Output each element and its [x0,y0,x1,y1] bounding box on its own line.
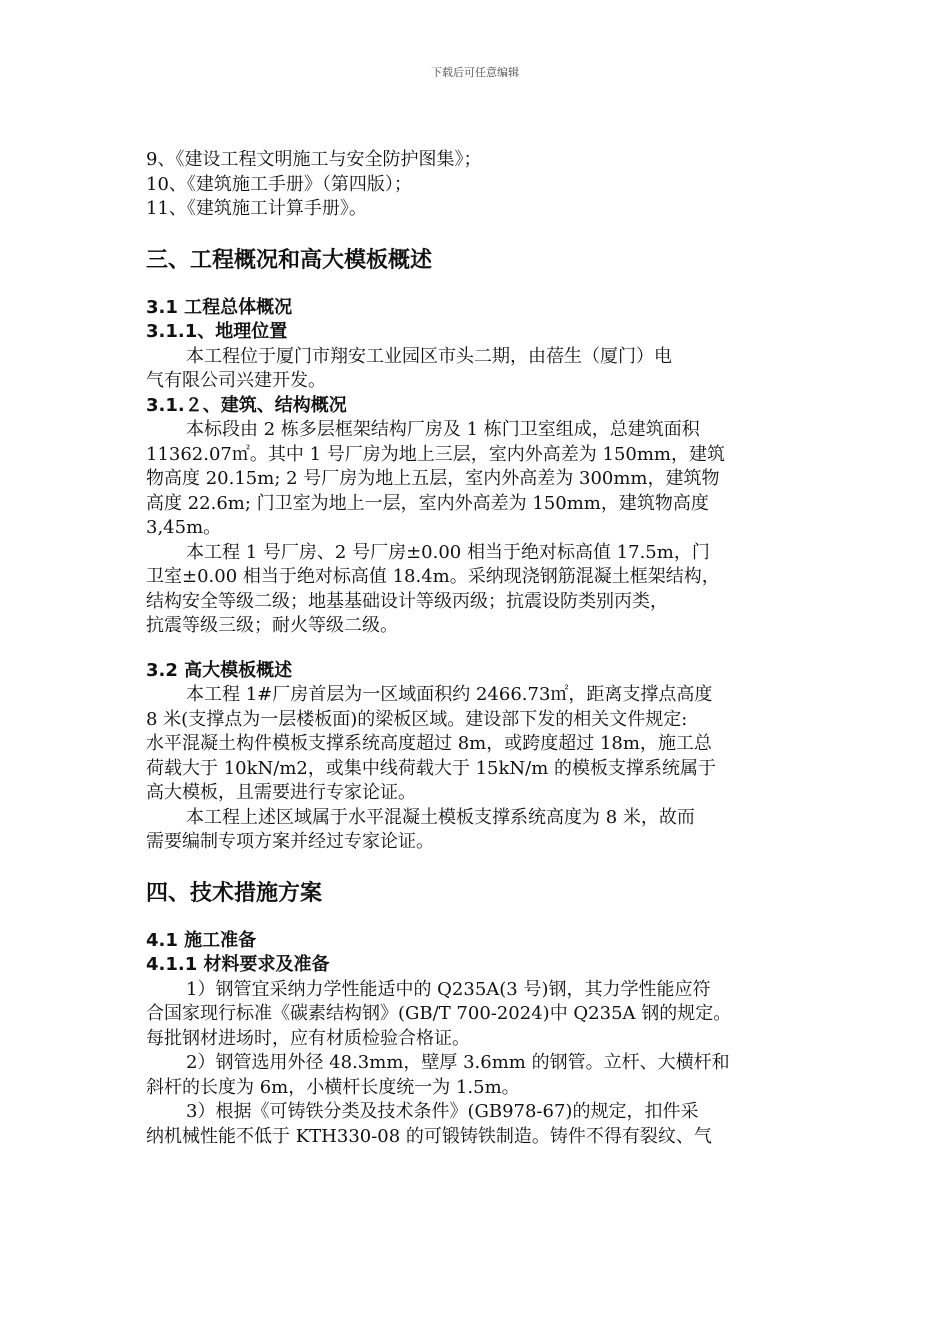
paragraph-line: 纳机械性能不低于 KTH330-08 的可锻铸铁制造。铸件不得有裂纹、气 [146,1125,712,1147]
paragraph-line: 11362.07㎡。其中 1 号厂房为地上三层，室内外高差为 150mm，建筑 [146,443,725,465]
section-3-1-2-title: 3.1.２、建筑、结构概况 [146,394,347,416]
section-4-1-1-title: 4.1.1 材料要求及准备 [146,954,330,975]
section-3-1-title: 3.1 工程总体概况 [146,296,293,318]
paragraph-line: 抗震等级三级；耐火等级二级。 [146,615,398,636]
section-4-title: 四、技术措施方案 [146,880,323,906]
paragraph-line: 荷载大于 10kN/m2，或集中线荷载大于 15kN/m 的模板支撑系统属于 [146,757,717,779]
paragraph-line: 物高度 20.15m; 2 号厂房为地上五层，室内外高差为 300mm，建筑物 [146,468,720,489]
paragraph-line: 斜杆的长度为 6m，小横杆长度统一为 1.5m。 [146,1076,520,1098]
paragraph-line: 本工程位于厦门市翔安工业园区市头二期，由蓓生（厦门）电 [186,345,672,367]
paragraph-line: 需要编制专项方案并经过专家论证。 [146,831,434,852]
paragraph-line: 1）钢管宜采纳力学性能适中的 Q235A(3 号)钢，其力学性能应符 [186,978,711,1000]
paragraph-line: 高度 22.6m; 门卫室为地上一层，室内外高差为 150mm，建筑物高度 [146,492,709,514]
paragraph-line: 本工程上述区域属于水平混凝土模板支撑系统高度为 8 米，故而 [186,806,695,828]
paragraph-line: 每批钢材进场时，应有材质检验合格证。 [146,1027,470,1049]
paragraph-line: 气有限公司兴建开发。 [146,370,326,391]
reference-item: 11、《建筑施工计算手册》。 [146,198,367,219]
reference-item: 10、《建筑施工手册》（第四版）； [146,173,412,195]
paragraph-line: 2）钢管选用外径 48.3mm，壁厚 3.6mm 的钢管。立杆、大横杆和 [186,1052,730,1073]
document-body [146,148,826,1149]
section-3-2-title: 3.2 高大模板概述 [146,659,293,681]
page-header: 下载后可任意编辑 [431,66,519,79]
paragraph-line: 卫室±0.00 相当于绝对标高值 18.4m。采纳现浇钢筋混凝土框架结构， [146,566,720,587]
paragraph-line: 本标段由 2 栋多层框架结构厂房及 1 栋门卫室组成，总建筑面积 [186,419,700,440]
paragraph-line: 3,45m。 [146,517,222,538]
paragraph-line: 高大模板，且需要进行专家论证。 [146,782,416,803]
section-4-1-title: 4.1 施工准备 [146,929,257,951]
paragraph-line: 结构安全等级二级；地基基础设计等级丙级；抗震设防类别丙类， [146,590,668,612]
paragraph-line: 3）根据《可铸铁分类及技术条件》(GB978-67)的规定，扣件采 [186,1101,699,1122]
paragraph-line: 8 米(支撑点为一层楼板面)的梁板区域。建设部下发的相关文件规定: [146,708,688,730]
paragraph-line: 水平混凝土构件模板支撑系统高度超过 8m，或跨度超过 18m，施工总 [146,733,712,754]
section-3-1-1-title: 3.1.1、地理位置 [146,321,288,342]
section-3-title: 三、工程概况和高大模板概述 [146,247,433,273]
reference-item: 9、《建设工程文明施工与安全防护图集》； [146,149,482,170]
paragraph-line: 本工程 1 号厂房、2 号厂房±0.00 相当于绝对标高值 17.5m，门 [186,541,710,563]
paragraph-line: 合国家现行标准《碳素结构钢》(GB/T 700-2024)中 Q235A 钢的规定。 [146,1003,732,1024]
paragraph-line: 本工程 1#厂房首层为一区域面积约 2466.73㎡，距离支撑点高度 [186,684,713,705]
